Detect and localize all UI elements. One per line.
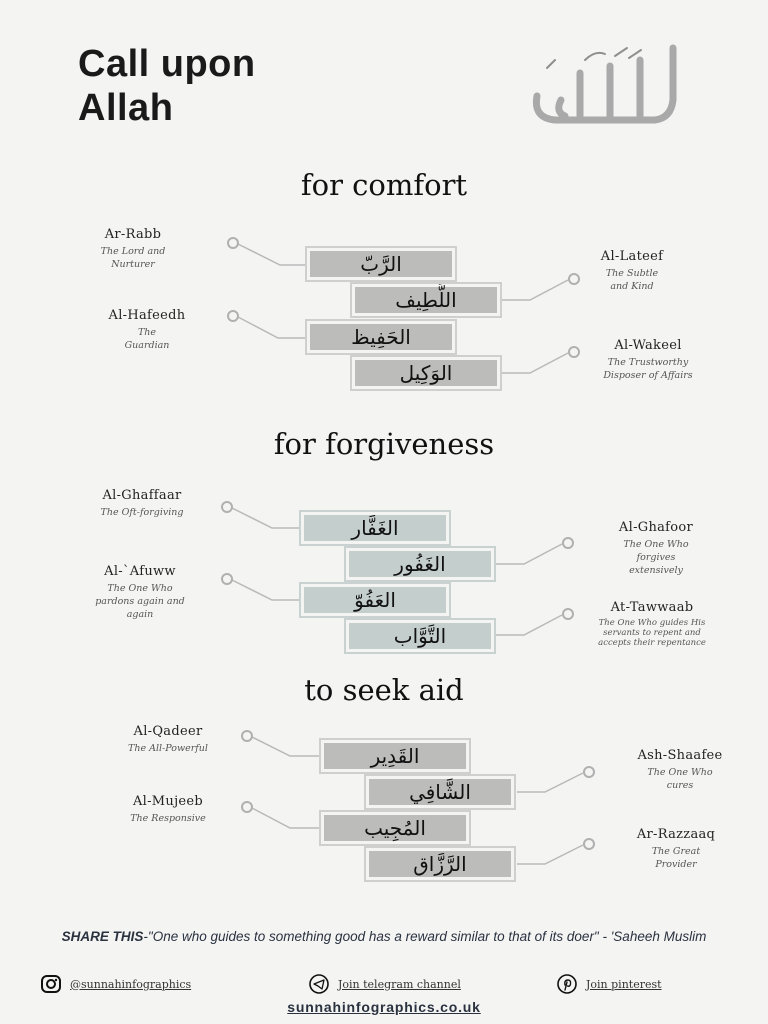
telegram-link[interactable] — [308, 973, 461, 995]
name-label-al-afuww: Al-`Afuww The One Who pardons again and again — [95, 564, 185, 620]
instagram-link[interactable] — [40, 973, 191, 995]
arabic-box-al-ghafoor: الغَفُور — [346, 548, 494, 580]
section-heading-aid: to seek aid — [304, 673, 464, 707]
name-label-al-hafeedh: Al-Hafeedh The Guardian — [108, 308, 186, 351]
connector-dot — [222, 574, 232, 584]
name-label-ar-rabb: Ar-Rabb The Lord and Nurturer — [100, 227, 166, 270]
share-label: SHARE THIS — [61, 929, 144, 944]
name-label-al-mujeeb: Al-Mujeeb The Responsive — [130, 794, 206, 824]
telegram-icon — [308, 973, 330, 995]
connector-dot — [228, 311, 238, 321]
arabic-box-at-tawwaab: التَّوَّاب — [346, 620, 494, 652]
title-line-2: Allah — [78, 87, 174, 129]
arabic-box-al-wakeel: الوَكِيل — [352, 357, 500, 389]
connector-dot — [563, 538, 573, 548]
arabic-box-ar-razzaaq: الرَّزَّاق — [366, 848, 514, 880]
arabic-box-al-ghaffaar: الغَفَّار — [301, 512, 449, 544]
arabic-box-ash-shaafee: الشَّافِي — [366, 776, 514, 808]
arabic-box-al-hafeedh: الحَفِيظ — [307, 321, 455, 353]
name-label-ash-shaafee: Ash-Shaafee The One Who cures — [637, 748, 723, 791]
instagram-icon — [40, 973, 62, 995]
name-label-al-wakeel: Al-Wakeel The Trustworthy Disposer of Affairs — [603, 338, 693, 381]
name-label-al-qadeer: Al-Qadeer The All-Powerful — [128, 724, 208, 754]
name-label-al-lateef: Al-Lateef The Subtle and Kind — [600, 249, 664, 292]
name-label-at-tawwaab: At-Tawwaab The One Who guides His servants to repent and accepts their repentance — [598, 600, 706, 648]
arabic-box-al-mujeeb: المُجِيب — [321, 812, 469, 844]
name-label-ar-razzaaq: Ar-Razzaaq The Great Provider — [636, 827, 716, 870]
pinterest-link[interactable] — [556, 973, 662, 995]
arabic-box-al-lateef: اللَّطِيف — [352, 284, 500, 316]
website-link[interactable]: sunnahinfographics.co.uk — [287, 999, 481, 1015]
instagram-handle[interactable]: @sunnahinfographics — [70, 977, 192, 991]
section-heading-forgiveness: for forgiveness — [273, 427, 495, 461]
section-heading-comfort: for comfort — [300, 168, 468, 202]
connector-dot — [563, 609, 573, 619]
name-label-al-ghaffaar: Al-Ghaffaar The Oft-forgiving — [100, 488, 184, 518]
share-quote-text: -"One who guides to something good has a reward similar to that of its doer" - 'Saheeh Muslim — [143, 929, 707, 944]
arabic-box-al-qadeer: القَدِير — [321, 740, 469, 772]
connector-dot — [584, 839, 594, 849]
share-quote — [40, 929, 728, 945]
title-line-1: Call upon — [78, 43, 256, 85]
connector-dot — [228, 238, 238, 248]
connector-dot — [222, 502, 232, 512]
name-label-al-ghafoor: Al-Ghafoor The One Who forgives extensively — [618, 520, 694, 576]
connector-dot — [584, 767, 594, 777]
connector-dot — [242, 802, 252, 812]
pinterest-label[interactable]: Join pinterest — [586, 977, 662, 991]
pinterest-icon — [556, 973, 578, 995]
telegram-label[interactable]: Join telegram channel — [338, 977, 461, 991]
arabic-box-ar-rabb: الرَّبّ — [307, 248, 455, 280]
connector-dot — [242, 731, 252, 741]
arabic-box-al-afuww: العَفُوّ — [301, 584, 449, 616]
